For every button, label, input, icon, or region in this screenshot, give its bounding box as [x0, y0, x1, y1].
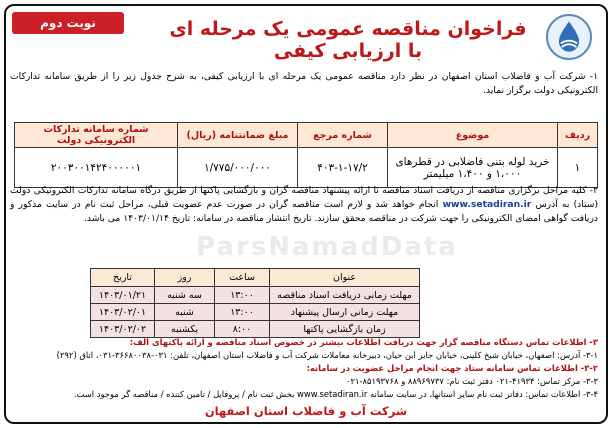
col-header: تاریخ: [91, 269, 155, 287]
contact-call-center: ۳-۳- مرکز تماس: ۴۱۹۳۴-۰۲۱ دفتر ثبت نام: ۸۸۹۶۹۷۳۷ و ۸۵۱۹۳۷۶۸-۰۲۱: [346, 376, 598, 386]
col-header: شماره سامانه تدارکات الکترونیکی دولت: [15, 123, 178, 148]
table-row: [91, 287, 420, 304]
cell-row-number: ۱: [558, 148, 598, 188]
tender-notice: [4, 4, 608, 424]
col-header: موضوع: [388, 123, 558, 148]
page-title: فراخوان مناقصه عمومی یک مرحله ای با ارزیابی کیفی: [169, 18, 527, 62]
contact-title: ۳- اطلاعات تماس دستگاه مناقصه گزار جهت دریافت اطلاعات بیشتر در خصوص اسناد مناقصه و ارائه پاکتهای الف:: [129, 337, 598, 347]
water-drop-icon: [546, 14, 592, 60]
cell-day: شنبه: [155, 304, 215, 321]
cell-time: ۱۳:۰۰: [215, 304, 270, 321]
col-header: ردیف: [558, 123, 598, 148]
cell-reference: ۴۰۳-۱-۱۷/۲: [298, 148, 388, 188]
cell-date: ۱۴۰۳/۰۱/۲۱: [91, 287, 155, 304]
setad-link[interactable]: www.setadiran.ir: [442, 199, 532, 210]
tender-table: [14, 122, 598, 188]
cell-day: سه شنبه: [155, 287, 215, 304]
watermark: ParsNamadData: [196, 232, 458, 262]
table-row: [15, 148, 598, 188]
schedule-table: [90, 268, 420, 338]
col-header: مبلغ ضمانتنامه (ریال): [178, 123, 298, 148]
cell-day: یکشنبه: [155, 321, 215, 338]
cell-guarantee: ۱/۷۷۵/۰۰۰/۰۰۰: [178, 148, 298, 188]
section-2-paragraph: [10, 184, 598, 226]
intro-paragraph: ۱- شرکت آب و فاضلاب استان اصفهان در نظر دارد مناقصه عمومی یک مرحله ای با ارزیابی کیفی، به شرح جدول زیر را از طریق سامانه تدارکات الکترونیکی دولت برگزار نماید.: [10, 71, 598, 96]
table-row: [91, 304, 420, 321]
section-2-text-a: ۲- کلیه مراحل برگزاری مناقصه از دریافت اسناد مناقصه تا ارائه پیشنهاد مناقصه گران و بازگشایی پاکتها از طریق درگاه سامانه تدارکات الکترونیکی دولت (ستاد) به آدرس: [10, 185, 599, 210]
contact-registration-offices: ۳-۴- اطلاعات تماس: دفاتر ثبت نام سایر استانها، در سایت سامانه www.setadiran.ir بخش ثبت نام / پروفایل / تامین کننده / مناقصه گر موجود است.: [73, 389, 598, 399]
cell-title: مهلت زمانی دریافت اسناد مناقصه: [270, 287, 420, 304]
cell-date: ۱۴۰۳/۰۲/۰۲: [91, 321, 155, 338]
cell-setad-number: ۲۰۰۳۰۰۱۴۲۴۰۰۰۰۰۱: [15, 148, 178, 188]
col-header: ساعت: [215, 269, 270, 287]
contact-address: ۳-۱- آدرس: اصفهان، خیابان شیخ کلینی، خیابان جابر ابن حیان، دبیرخانه معاملات شرکت آب و فاضلاب استان اصفهان، تلفن: ۰۳۱-۳۶۶۸۰۰۳۸-۰۳۱، اتاق (۲۹۲): [56, 350, 598, 360]
cell-title: زمان بازگشایی پاکتها: [270, 321, 420, 338]
section-2-text-b: انجام خواهد شد و لازم است مناقصه گران در صورت عدم عضویت قبلی، مراحل ثبت نام در سایت مذکور و دریافت گواهی امضای الکترونیکی را جهت شرکت در مناقصه محقق سازند. تاریخ انتشار مناقصه در سامانه: تاریخ ۱۴۰۳/۰۱/۱۴ می باشد.: [10, 199, 598, 224]
round-badge: نوبت دوم: [12, 12, 124, 34]
cell-date: ۱۴۰۳/۰۲/۰۱: [91, 304, 155, 321]
contact-section: [10, 336, 598, 401]
cell-time: ۸:۰۰: [215, 321, 270, 338]
table-row: [91, 321, 420, 338]
col-header: روز: [155, 269, 215, 287]
cell-title: مهلت زمانی ارسال پیشنهاد: [270, 304, 420, 321]
cell-subject: خرید لوله بتنی فاضلابی در قطرهای ۱،۰۰۰ و ۱،۴۰۰ میلیمتر: [388, 148, 558, 188]
cell-time: ۱۳:۰۰: [215, 287, 270, 304]
col-header: شماره مرجع: [298, 123, 388, 148]
col-header: عنوان: [270, 269, 420, 287]
footer-company-name: شرکت آب و فاضلاب استان اصفهان: [204, 404, 408, 418]
header: [6, 6, 606, 66]
contact-setad-title: ۳-۲- اطلاعات تماس سامانه ستاد جهت انجام مراحل عضویت در سامانه:: [306, 363, 598, 373]
